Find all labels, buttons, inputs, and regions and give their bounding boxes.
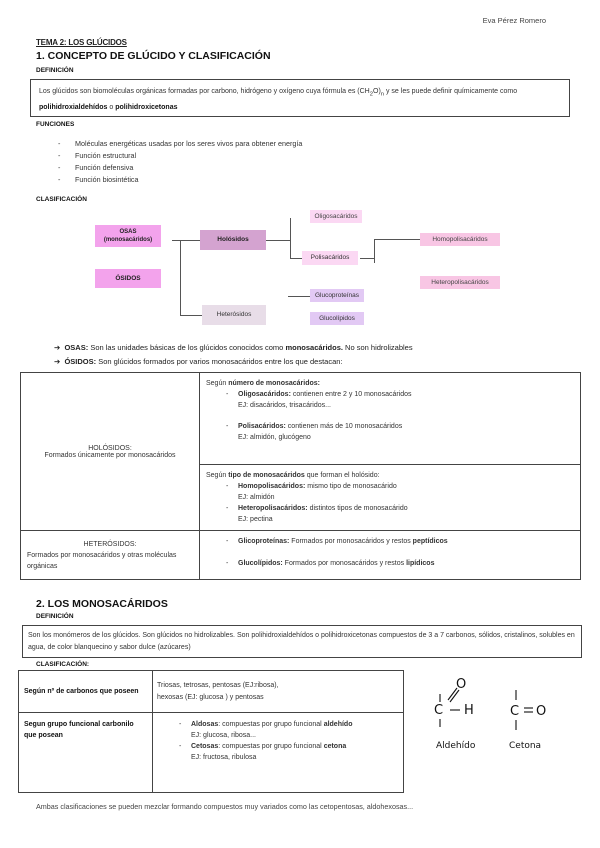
osas-text: No son hidrolizables [342, 343, 413, 352]
list-item: - Función biosintética [58, 174, 538, 186]
list-item: - Función defensiva [58, 162, 538, 174]
node-osas: OSAS (monosacáridos) [95, 225, 161, 247]
topic-title: TEMA 2: LOS GLÚCIDOS [36, 38, 127, 47]
holosidos-desc: Formados únicamente por monosacáridos [44, 451, 176, 459]
holosidos-title: HOLÓSIDOS: [88, 444, 132, 452]
author-name: Eva Pérez Romero [482, 16, 546, 25]
node-heterosidos: Heterósidos [202, 305, 266, 325]
list-item: - Aldosas: compuestas por grupo funcional aldehído [177, 719, 399, 730]
row1-text: Triosas, tetrosas, pentosas (EJ:ribosa), hexosas (EJ: glucosa ) y pentosas [153, 671, 404, 713]
list-item: - Función estructural [58, 150, 538, 162]
cetosas-example: EJ: fructosa, ribulosa [191, 754, 257, 761]
diagram-connector [180, 240, 181, 316]
definicion-box [30, 79, 570, 117]
funciones-label: FUNCIONES [36, 121, 75, 128]
definicion2-label: DEFINICIÓN [36, 613, 74, 620]
row1-label: Según nº de carbonos que poseen [19, 671, 153, 713]
clasificacion2-label: CLASIFICACIÓN: [36, 661, 90, 668]
osidos-table [20, 372, 581, 580]
list-item: - Heteropolisacáridos: distintos tipos de monosacárido [224, 503, 574, 514]
diagram-connector [374, 239, 375, 263]
node-polisacaridos: Polisacáridos [302, 251, 358, 265]
list-item: - Homopolisacáridos: mismo tipo de monosacárido [224, 481, 574, 492]
list-item: - Glucolípidos: Formados por monosacáridos y restos lipídicos [224, 558, 574, 569]
hetero-example: EJ: pectina [238, 516, 273, 523]
monosacaridos-table [18, 670, 404, 793]
homo-example: EJ: almidón [238, 494, 275, 501]
diagram-connector [374, 239, 420, 240]
heterosidos-title: HETERÓSIDOS: [83, 540, 137, 548]
list-item: - Oligosacáridos: contienen entre 2 y 10 monosacáridos [224, 389, 574, 400]
heterosidos-desc: Formados por monosacáridos y otras moléculas orgánicas [27, 551, 177, 570]
diagram-connector [172, 240, 200, 241]
holosidos-cell [21, 373, 200, 531]
aldehido-label: Aldehído [436, 741, 476, 751]
formula-subscript-2: 2 [369, 91, 373, 98]
definicion-label: DEFINICIÓN [36, 67, 74, 74]
definicion-bold: polihidroxicetonas [115, 104, 178, 112]
definicion-text: Los glúcidos son biomoléculas orgánicas formadas por carbono, hidrógeno y oxígeno cuya fórmula es (CH [39, 88, 370, 95]
row2-label: Segun grupo funcional carbonilo que posean [19, 713, 153, 793]
osas-label: OSAS: [64, 343, 89, 352]
osas-bold: monosacáridos. [285, 343, 343, 352]
node-heteropolisacaridos: Heteropolisacáridos [420, 276, 500, 289]
node-osidos: ÓSIDOS [95, 269, 161, 288]
definicion-text: O) [373, 88, 381, 95]
heterosidos-cell [21, 531, 200, 580]
osas-text: Son las unidades básicas de los glúcidos conocidos como [88, 343, 286, 352]
tipo-cell [200, 465, 581, 531]
oxygen-symbol: O [536, 704, 547, 719]
row2-text [153, 713, 404, 793]
tipo-intro: Según tipo de monosacáridos que forman el holósido: [206, 472, 380, 479]
poli-example: EJ: almidón, glucógeno [238, 434, 311, 441]
numero-cell [200, 373, 581, 465]
heterosidos-types-cell [200, 531, 581, 580]
arrow-icon: ➔ [54, 357, 61, 366]
node-holosidos: Holósidos [200, 230, 266, 250]
osidos-label: ÓSIDOS: [64, 357, 97, 366]
diagram-connector [290, 218, 291, 258]
node-oligosacaridos: Oligosacáridos [310, 210, 362, 223]
carbon-symbol: C [434, 703, 444, 718]
osas-description [54, 343, 413, 352]
cetona-label: Cetona [509, 741, 542, 751]
list-item: - Glicoproteínas: Formados por monosacáridos y restos peptídicos [224, 536, 574, 547]
osidos-text: Son glúcidos formados por varios monosacáridos entre los que destacan: [96, 357, 343, 366]
definicion-text: y se les puede definir químicamente como [384, 88, 518, 95]
oligo-example: EJ: disacáridos, trisacáridos... [238, 402, 331, 409]
section1-title: 1. CONCEPTO DE GLÚCIDO Y CLASIFICACIÓN [36, 50, 271, 62]
list-item: - Cetosas: compuestas por grupo funcional cetona [177, 741, 399, 752]
definicion-text: o [107, 104, 116, 112]
diagram-connector [290, 258, 302, 259]
oxygen-symbol: O [456, 677, 467, 692]
list-item: - Polisacáridos: contienen más de 10 monosacáridos [224, 421, 574, 432]
hydrogen-symbol: H [464, 703, 474, 718]
diagram-connector [288, 296, 310, 297]
arrow-icon: ➔ [54, 343, 61, 352]
node-glucolipidos: Glucolípidos [310, 312, 364, 325]
footer-note: Ambas clasificaciones se pueden mezclar formando compuestos muy variados como las cetopentosas, aldohexosas... [36, 802, 414, 811]
section2-title: 2. LOS MONOSACÁRIDOS [36, 598, 168, 610]
clasificacion-label: CLASIFICACIÓN [36, 196, 87, 203]
diagram-connector [266, 240, 290, 241]
definicion-bold: polihidroxialdehídos [39, 104, 108, 112]
diagram-connector [180, 315, 202, 316]
formula-subscript-n: n [380, 91, 385, 98]
osidos-description [54, 357, 343, 366]
definicion2-box: Son los monómeros de los glúcidos. Son glúcidos no hidrolizables. Son polihidroxialdehídos o polihidroxicetonas compuestos de 3 a 7 carbonos, sólidos, cristalinos, solubles en agua, de color blanquecino y sabor dulce (azúcares) [22, 625, 582, 658]
node-glucoproteinas: Glucoproteínas [310, 289, 364, 302]
list-item: - Moléculas energéticas usadas por los seres vivos para obtener energía [58, 138, 538, 150]
numero-intro: Según número de monosacáridos: [206, 380, 320, 387]
aldosas-example: EJ: glucosa, ribosa... [191, 732, 256, 739]
diagram-connector [360, 258, 374, 259]
funciones-list [58, 138, 538, 186]
node-homopolisacaridos: Homopolisacáridos [420, 233, 500, 246]
carbon-symbol: C [510, 704, 520, 719]
